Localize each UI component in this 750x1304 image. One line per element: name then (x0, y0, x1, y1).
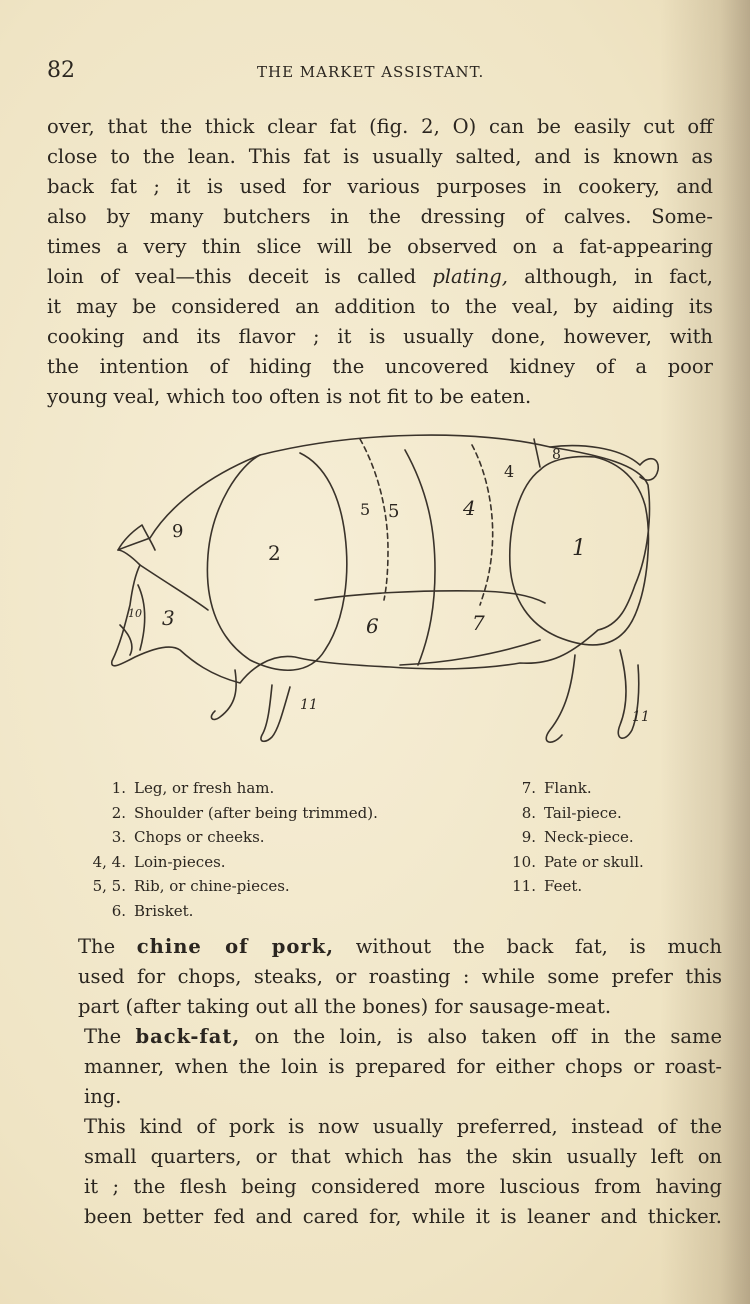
cut-label-loin: 4 (463, 496, 476, 520)
text-line: over, that the thick clear fat (fig. 2, O) can be easily cut off (47, 115, 713, 138)
text-line: small quarters, or that which has the skin usually left on (84, 1145, 722, 1168)
legend-number: 10. (512, 852, 536, 871)
text-line: been better fed and cared for, while it is leaner and thicker. (84, 1205, 722, 1228)
legend-text: Loin-pieces. (134, 852, 226, 871)
rib-line (405, 450, 435, 665)
text-line (58, 932, 722, 962)
running-head (47, 58, 707, 88)
legend-item (82, 899, 442, 924)
text-line: part (after taking out all the bones) for sausage-meat. (78, 995, 612, 1018)
pig-body-outline (112, 435, 650, 683)
cut-label-flank: 7 (472, 611, 485, 635)
legend-number: 8. (521, 803, 536, 822)
legend-item (500, 801, 700, 826)
legend-number: 7. (521, 779, 536, 797)
legend-item (82, 825, 442, 850)
cut-label-leg: 1 (572, 536, 586, 561)
text-line: manner, when the loin is prepared for either chops or roast- (84, 1055, 722, 1078)
text-line: also by many butchers in the dressing of calves. Some- (47, 205, 713, 228)
legend-number: 5, 5. (92, 877, 126, 895)
text-line: This kind of pork is now usually preferred, instead of the (84, 1115, 722, 1138)
legend-item (500, 850, 700, 875)
legend-right-column (500, 776, 700, 899)
legend-number: 1. (111, 779, 126, 797)
legend-text: Flank. (544, 779, 592, 797)
text-line: it may be considered an addition to the veal, by aiding its (47, 295, 713, 318)
cut-label-rib: 5 (388, 501, 400, 522)
jaw-line (120, 625, 132, 655)
tail-outline (550, 446, 658, 480)
text-line: times a very thin slice will be observed on a fat-appearing (47, 235, 713, 258)
neck-line (140, 565, 208, 610)
text-segment: The (84, 1025, 122, 1048)
cut-label-pate: 10 (128, 607, 142, 620)
italic-term-plating: plating, (432, 265, 508, 288)
page-number: 82 (47, 58, 75, 83)
text-line: the intention of hiding the uncovered kidney of a poor (47, 355, 713, 378)
text-segment: without the back fat, is much (355, 935, 722, 958)
cut-label-tail: 8 (552, 447, 561, 463)
bold-term-chine: chine of pork, (136, 935, 334, 958)
text-line (47, 262, 713, 292)
legend-left-column (82, 776, 442, 923)
text-line: back fat ; it is used for various purposes in cookery, and (47, 175, 713, 198)
legend-text: Pate or skull. (544, 852, 644, 871)
text-line: young veal, which too often is not fit to be eaten. (47, 385, 532, 408)
text-segment: The (78, 935, 116, 958)
legend-item (82, 850, 442, 875)
legend-item (82, 776, 442, 801)
text-line: close to the lean. This fat is usually salted, and is known as (47, 145, 713, 168)
paragraph-veal-fat (47, 112, 713, 412)
legend-item (82, 801, 442, 826)
text-line (58, 1022, 722, 1052)
legend-text: Tail-piece. (544, 803, 622, 822)
legend-item (500, 825, 700, 850)
legend-number: 9. (521, 828, 536, 846)
text-line: ing. (84, 1085, 122, 1108)
legend-text: Feet. (544, 877, 583, 895)
bold-term-back-fat: back-fat, (135, 1025, 241, 1048)
legend-text: Brisket. (134, 901, 194, 920)
legend-text: Chops or cheeks. (134, 828, 265, 846)
legend-number: 4, 4. (92, 852, 126, 871)
legend-item (82, 874, 442, 899)
tail-line (534, 439, 540, 467)
rib-dash-line (360, 439, 388, 600)
paragraph-pork-preference (58, 1112, 722, 1232)
text-line: used for chops, steaks, or roasting : while some prefer this (78, 965, 722, 988)
cut-label-brisket: 6 (366, 614, 379, 638)
cut-label-loin: 4 (504, 462, 515, 481)
text-segment: although, in fact, (524, 265, 713, 288)
belly-line (315, 591, 545, 603)
legend-number: 3. (111, 828, 126, 846)
legend-number: 11. (512, 877, 536, 895)
cut-label-rib: 5 (360, 500, 371, 519)
text-segment: loin of veal—this deceit is called (47, 265, 417, 288)
paragraph-back-fat (58, 1022, 722, 1112)
cut-label-shoulder: 2 (268, 541, 281, 565)
text-line: it ; the flesh being considered more luscious from having (84, 1175, 722, 1198)
ear-outline (118, 525, 155, 550)
text-line: cooking and its flavor ; it is usually done, however, with (47, 325, 713, 348)
legend-text: Leg, or fresh ham. (134, 779, 275, 797)
legend-number: 6. (111, 901, 126, 920)
text-segment: on the loin, is also taken off in the same (254, 1025, 723, 1048)
legend-text: Rib, or chine-pieces. (134, 877, 290, 895)
cut-label-feet: 11 (300, 697, 318, 713)
back-leg (546, 655, 575, 742)
front-leg (261, 685, 290, 741)
legend-item (500, 874, 700, 899)
loin-dash-line (472, 445, 493, 605)
legend-item (500, 776, 700, 801)
cut-label-feet: 11 (632, 709, 650, 725)
pork-cuts-diagram (100, 425, 670, 765)
cut-label-neck: 9 (172, 521, 184, 542)
legend-text: Neck-piece. (544, 828, 634, 846)
legend-number: 2. (111, 803, 126, 822)
legend-text: Shoulder (after being trimmed). (134, 803, 378, 822)
paragraph-chine-of-pork (58, 932, 722, 1022)
flank-line (400, 640, 540, 665)
running-title: THE MARKET ASSISTANT. (257, 63, 485, 81)
cut-label-chops: 3 (162, 606, 175, 630)
